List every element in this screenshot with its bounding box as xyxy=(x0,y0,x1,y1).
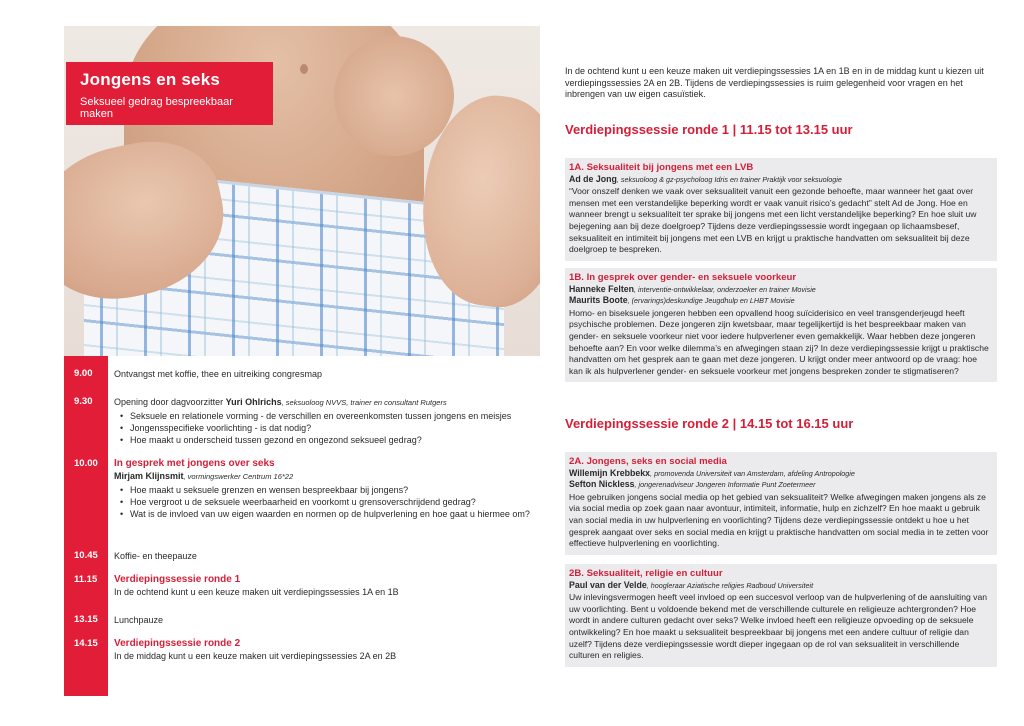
bullet-list xyxy=(114,410,534,446)
program-text: Koffie- en theepauze xyxy=(114,551,197,561)
program-body xyxy=(114,638,534,662)
program-body xyxy=(114,396,534,446)
speaker-name: Ad de Jong xyxy=(569,173,617,184)
speaker-role: , interventie-ontwikkelaar, onderzoeker en trainer Movisie xyxy=(634,284,816,294)
speaker-name: Paul van der Velde xyxy=(569,579,647,590)
page-title: Jongens en seks xyxy=(80,70,221,89)
program-body xyxy=(114,574,534,598)
speaker-role: , seksuoloog NVVS, trainer en consultant Rutgers xyxy=(281,398,447,407)
speaker-role: , seksuoloog & gz-psycholoog Idris en trainer Praktijk voor seksuologie xyxy=(616,174,842,184)
speaker-name: Mirjam Klijnsmit xyxy=(114,471,184,481)
program-heading: Verdiepingssessie ronde 1 xyxy=(114,574,241,585)
program-time: 9.30 xyxy=(74,396,93,407)
speaker-role: , promovenda Universiteit van Amsterdam, afdeling Antropologie xyxy=(650,468,855,478)
left-page xyxy=(64,26,540,696)
program-lead: Opening door dagvoorzitter xyxy=(114,397,226,407)
round1-heading: Verdiepingssessie ronde 1 | 11.15 tot 13.15 uur xyxy=(565,122,853,137)
navel-shape xyxy=(300,64,308,74)
speaker-name: Maurits Boote xyxy=(569,295,628,306)
title-box xyxy=(66,62,273,125)
program-text: Ontvangst met koffie, thee en uitreiking congresmap xyxy=(114,369,322,379)
list-item: • Seksuele en relationele vorming - de verschillen en overeenkomsten tussen jongens en meisjes xyxy=(114,410,534,422)
program-time: 10.45 xyxy=(74,550,98,561)
session-description: “Voor onszelf denken we vaak over seksualiteit vanuit een gezonde behoefte, maar wanneer het gaat over mensen met een verstandelijke beperking wordt er vaak vanuit risico’s gedacht” stelt Ad de Jong. Hoe en wanneer brengt u seksualiteit ter sprake bij jongens met een licht verstandelijke beperking? En hoe sluit uw bejegening aan bij deze doelgroep? Tijdens deze verdiepingssessie wordt ingegaan op lichaamsbesef, seksualiteit en intimiteit bij jongens met een LVB en krijgt u praktische handvatten om seksualiteit bij deze doelgroep te bespreken. xyxy=(569,186,977,255)
session-title: 2B. Seksualiteit, religie en cultuur xyxy=(569,568,723,579)
round2-heading: Verdiepingssessie ronde 2 | 14.15 tot 16.15 uur xyxy=(565,416,854,431)
speaker-role: , (ervarings)deskundige Jeugdhulp en LHBT Movisie xyxy=(627,296,795,306)
speaker-role: , hoogleraar Aziatische religies Radboud Universiteit xyxy=(646,580,814,590)
program-time: 9.00 xyxy=(74,368,93,379)
program-heading: Verdiepingssessie ronde 2 xyxy=(114,638,241,649)
list-item: • Hoe vergroot u de seksuele weerbaarheid en voorkomt u grensoverschrijdend gedrag? xyxy=(114,496,534,508)
program-heading: In gesprek met jongens over seks xyxy=(114,458,275,469)
speaker-role: , jongerenadviseur Jongeren Informatie Punt Zoetermeer xyxy=(634,480,816,490)
program-time: 10.00 xyxy=(74,458,98,469)
program-time: 13.15 xyxy=(74,614,98,625)
session-1a xyxy=(565,156,997,261)
session-title: 1B. In gesprek over gender- en seksuele voorkeur xyxy=(569,272,797,283)
program-body xyxy=(114,458,534,520)
speaker-name: Hanneke Felten xyxy=(569,283,635,294)
program-text: In de middag kunt u een keuze maken uit verdiepingssessies 2A en 2B xyxy=(114,651,397,661)
session-description: Homo- en biseksuele jongeren hebben een opvallend hoog suïciderisico en veel transgenderjeugd heeft psychische problemen. Deze jongeren zijn kwetsbaar, maar tegelijkertijd is het bespreekbaar maken van gender- en seksuele voorkeur niet voor iedere hulpverlener even gemakkelijk. Waar hebben deze jongeren behoefte aan? En voor welke dilemma’s en afwegingen staan zij? In deze verdiepingssessie krijgt u praktische handvatten om het gesprek aan te gaan met deze jongeren. U krijgt onder meer antwoord op de vraag: hoe kan ik als hulpverlener gender- en seksuele voorkeur met jongens bespreken zonder te stigmatiseren? xyxy=(569,307,989,376)
session-2b xyxy=(565,562,997,667)
session-description: Uw inlevingsvermogen heeft veel invloed op een succesvol verloop van de hulpverlening of de aansluiting van uw voorlichting. Bent u voldoende bekend met de verschillende culturele en religieuze achtergronden? Hoe wordt in andere culturen gedacht over seks? Welke invloed heeft een religieuze opvoeding op de seksuele ontwikkeling? En hoe maakt u seksualiteit bespreekbaar bij jongens met een andere cultuur of religie dan uzelf? Tijdens deze verdiepingssessie wordt dieper ingegaan op de rol van seksualiteit in verschillende culturen en religies. xyxy=(569,592,988,661)
bullet-list xyxy=(114,484,534,520)
program-timeline xyxy=(64,356,540,696)
session-2a xyxy=(565,450,997,555)
intro-paragraph: In de ochtend kunt u een keuze maken uit verdiepingssessies 1A en 1B en in de middag kunt u kiezen uit verdiepingssessies 2A en 2B. Tijdens de verdiepingssessies is ruim gelegenheid voor vragen en het inbrengen van uw eigen casuïstiek. xyxy=(565,66,984,99)
speaker-name: Sefton Nickless xyxy=(569,479,635,490)
session-title: 1A. Seksualiteit bij jongens met een LVB xyxy=(569,162,754,173)
program-time: 14.15 xyxy=(74,638,98,649)
speaker-role: , vormingswerker Centrum 16*22 xyxy=(183,472,294,481)
speaker-name: Yuri Ohlrichs xyxy=(225,397,282,407)
speaker-name: Willemijn Krebbekx xyxy=(569,467,651,478)
session-title: 2A. Jongens, seks en social media xyxy=(569,456,727,467)
list-item: • Wat is de invloed van uw eigen waarden en normen op de hulpverlening en hoe gaat u hiermee om? xyxy=(114,508,534,520)
program-text: In de ochtend kunt u een keuze maken uit verdiepingssessies 1A en 1B xyxy=(114,587,399,597)
list-item: • Hoe maakt u seksuele grenzen en wensen bespreekbaar bij jongens? xyxy=(114,484,534,496)
program-text: Lunchpauze xyxy=(114,615,164,625)
list-item: • Jongensspecifieke voorlichting - is dat nodig? xyxy=(114,422,534,434)
right-page xyxy=(540,26,1010,696)
session-1b xyxy=(565,266,997,382)
list-item: • Hoe maakt u onderscheid tussen gezond en ongezond seksueel gedrag? xyxy=(114,434,534,446)
page-subtitle: Seksueel gedrag bespreekbaar maken xyxy=(80,96,233,120)
session-description: Hoe gebruiken jongens social media op het gebied van seksualiteit? Welke afwegingen maken jongens als ze via social media op zoek gaan naar avontuur, intimiteit, informatie, hulp en zichzelf? En hoe maakt u gebruik van social media in uw hulpverlening en voorlichting? Tijdens deze verdiepingssessie ontdekt u hoe u het gesprek aangaat over seks en social media en krijgt u praktische handvatten om social media in te zetten voor effectieve hulpverlening en voorlichting. xyxy=(569,491,989,549)
program-time: 11.15 xyxy=(74,574,98,585)
